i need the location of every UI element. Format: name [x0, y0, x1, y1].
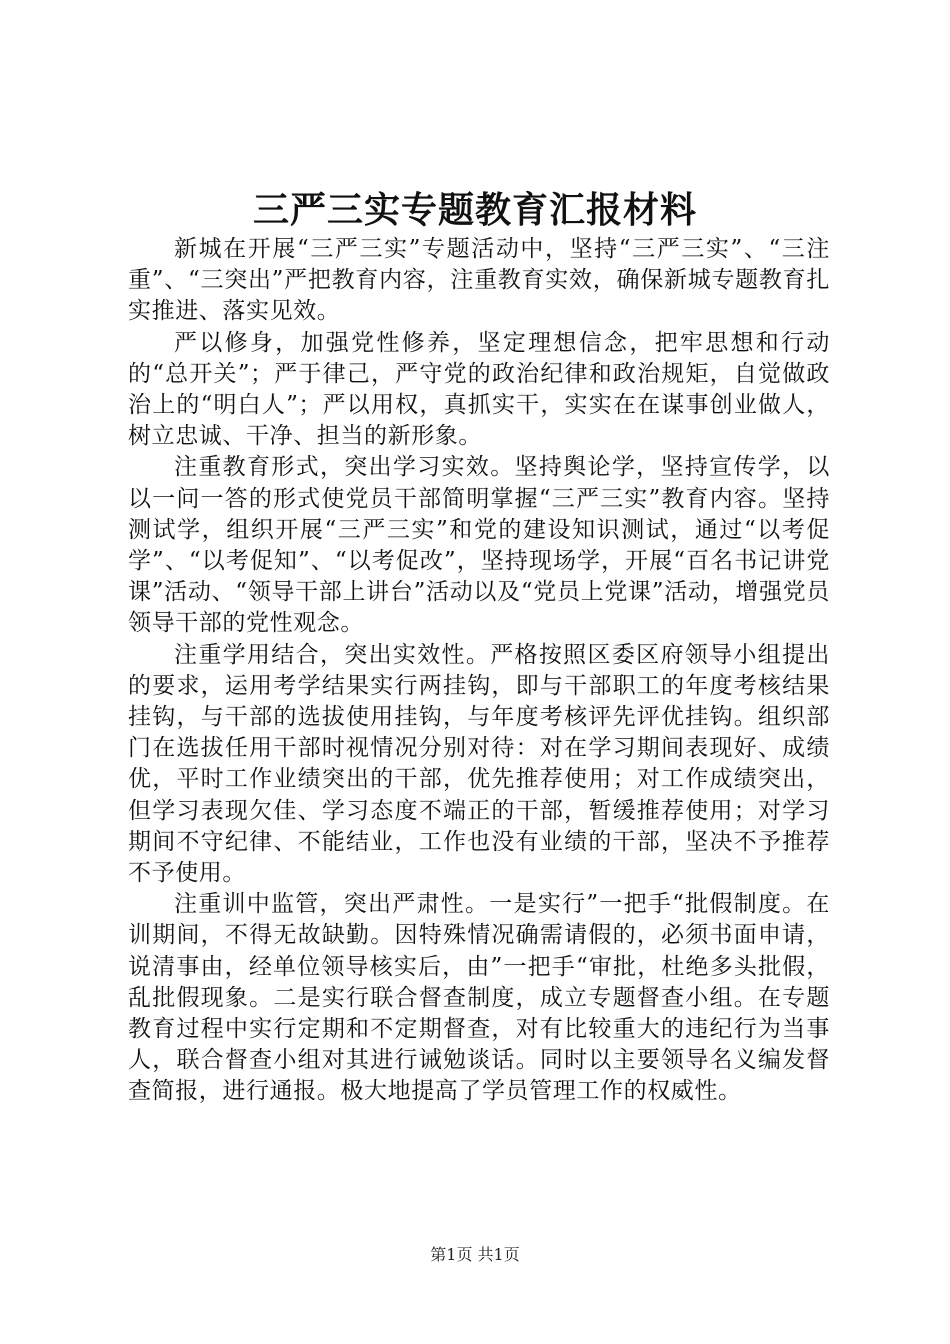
paragraph-5: 注重训中监管，突出严肃性。一是实行”一把手“批假制度。在训期间，不得无故缺勤。因特殊情况确需请假的，必须书面申请，说清事由，经单位领导核实后，由”一把手“审批，杜绝多头批假，乱批假现象。二是实行联合督查制度，成立专题督查小组。在专题教育过程中实行定期和不定期督查，对有比较重大的违纪行为当事人，联合督查小组对其进行诫勉谈话。同时以主要领导名义编发督查简报，进行通报。极大地提高了学员管理工作的权威性。	[128, 891, 830, 1105]
document-title: 三严三实专题教育汇报材料	[252, 189, 697, 231]
paragraph-4: 注重学用结合，突出实效性。严格按照区委区府领导小组提出的要求，运用考学结果实行两挂钩，即与干部职工的年度考核结果挂钩，与干部的选拔使用挂钩，与年度考核评先评优挂钩。组织部门在选拔任用干部时视情况分别对待：对在学习期间表现好、成绩优，平时工作业绩突出的干部，优先推荐使用；对工作成绩突出，但学习表现欠佳、学习态度不端正的干部，暂缓推荐使用；对学习期间不守纪律、不能结业，工作也没有业绩的干部，坚决不予推荐不予使用。	[128, 641, 830, 887]
paragraph-3: 注重教育形式，突出学习实效。坚持舆论学，坚持宣传学，以以一问一答的形式使党员干部简明掌握“三严三实”教育内容。坚持测试学，组织开展“三严三实”和党的建设知识测试，通过“以考促学”、“以考促知”、“以考促改”，坚持现场学，开展“百名书记讲党课”活动、“领导干部上讲台”活动以及“党员上党课”活动，增强党员领导干部的党性观念。	[128, 454, 830, 637]
paragraph-1: 新城在开展“三严三实”专题活动中，坚持“三严三实”、“三注重”、“三突出”严把教育内容，注重教育实效，确保新城专题教育扎实推进、落实见效。	[128, 236, 830, 325]
document-body	[128, 234, 830, 1108]
page-number-footer: 第1页 共1页	[430, 1245, 520, 1264]
paragraph-2: 严以修身，加强党性修养，坚定理想信念，把牢思想和行动的“总开关”；严于律己，严守党的政治纪律和政治规矩，自觉做政治上的“明白人”；严以用权，真抓实干，实实在在谋事创业做人，树立忠诚、干净、担当的新形象。	[128, 329, 830, 450]
